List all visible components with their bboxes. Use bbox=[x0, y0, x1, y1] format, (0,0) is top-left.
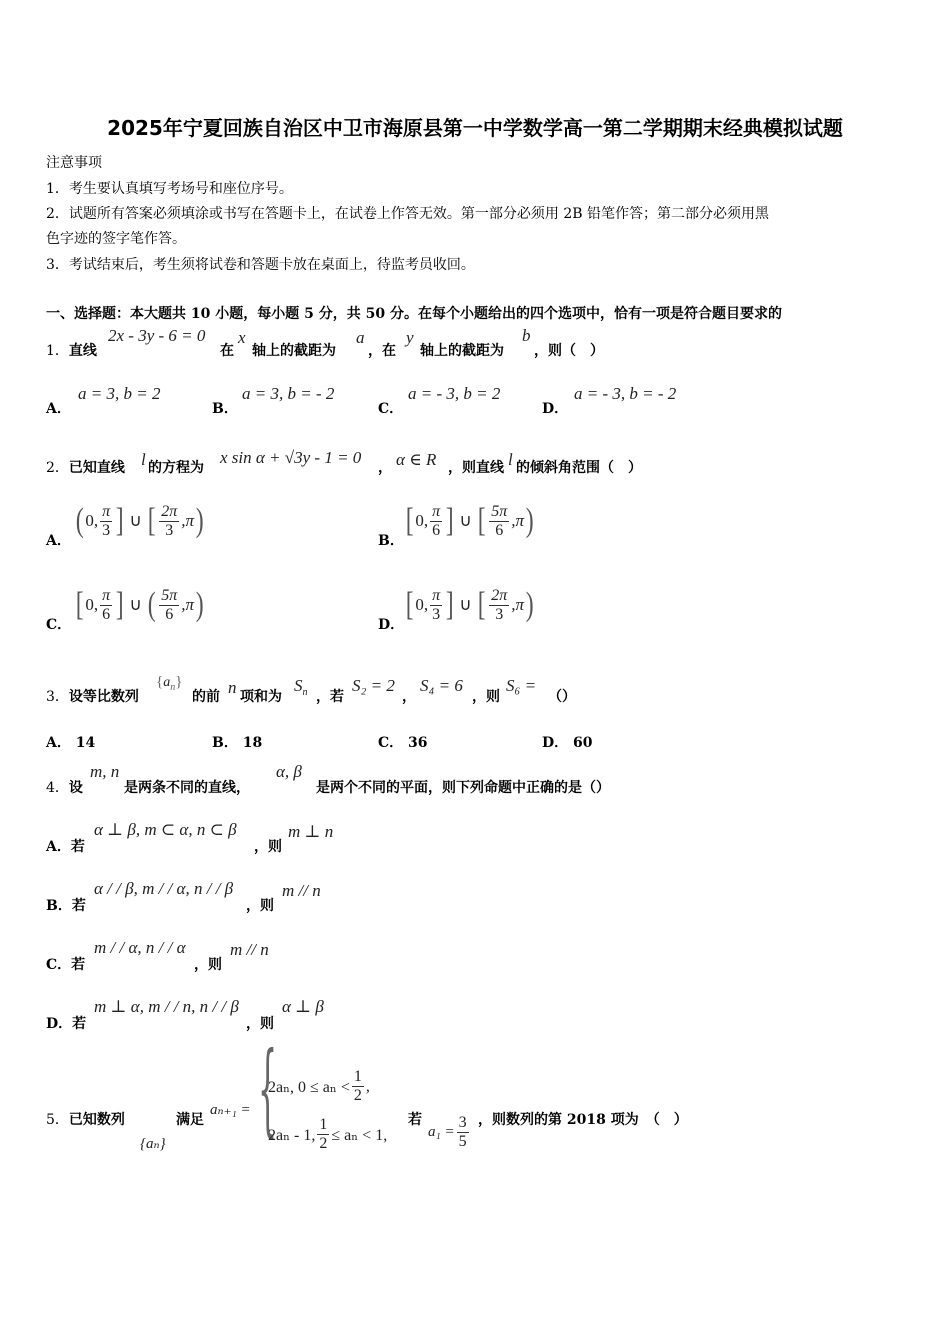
option-label: C． bbox=[46, 617, 72, 633]
option-label: C． bbox=[378, 401, 404, 417]
option-expression: a = - 3, b = - 2 bbox=[574, 384, 677, 403]
option-expression: a = - 3, b = 2 bbox=[408, 384, 501, 403]
question-number: 4． bbox=[46, 780, 69, 796]
option-label: B． bbox=[212, 401, 238, 417]
interval-expression: ( 0, $\frac{\pi}{3}$ ] ∪ [ $\frac{2\pi}{3}$ ,π ) bbox=[75, 502, 204, 539]
interval-expression: [ 0, $\frac{\pi}{6}$ ] ∪ ( $\frac{5\pi}{6}$ ,π ) bbox=[75, 586, 204, 623]
question-number: 3． bbox=[46, 689, 69, 705]
question-1: 1．直线 bbox=[46, 343, 97, 359]
interval-expression: [ 0, $\frac{\pi}{3}$ ] ∪ [ $\frac{2\pi}{3}$ ,π ) bbox=[405, 586, 534, 623]
question-2: 2．已知直线 bbox=[46, 460, 125, 476]
section-heading: 一、选择题：本大题共 10 小题，每小题 5 分，共 50 分。在每个小题给出的四个选项中，恰有一项是符合题目要求的 bbox=[46, 306, 782, 322]
option-label: A． 14 bbox=[46, 735, 96, 751]
question-number: 2． bbox=[46, 460, 69, 476]
piecewise-case: 2aₙ, 0 ≤ aₙ < $\frac{1}{2}$ , bbox=[268, 1068, 370, 1104]
option-label: D． bbox=[378, 617, 405, 633]
question-number: 1． bbox=[46, 343, 69, 359]
option-label: B． 18 bbox=[212, 735, 263, 751]
option-label: A． bbox=[46, 401, 71, 417]
option-label: C． 36 bbox=[378, 735, 428, 751]
notice-item: 色字迹的签字笔作答。 bbox=[46, 231, 186, 247]
interval-expression: [ 0, $\frac{\pi}{6}$ ] ∪ [ $\frac{5\pi}{6}$ ,π ) bbox=[405, 502, 534, 539]
notice-heading: 注意事项 bbox=[46, 155, 102, 171]
option-expression: a = 3, b = - 2 bbox=[242, 384, 335, 403]
piecewise-case: 2aₙ - 1, $\frac{1}{2}$ ≤ aₙ < 1, bbox=[268, 1116, 388, 1152]
option-label: C．若 bbox=[46, 957, 86, 973]
option-label: A．若 bbox=[46, 839, 85, 855]
notice-item: 3．考试结束后，考生须将试卷和答题卡放在桌面上，待监考员收回。 bbox=[46, 257, 475, 273]
option-label: D． bbox=[542, 401, 569, 417]
option-label: D． 60 bbox=[542, 735, 593, 751]
option-label: D．若 bbox=[46, 1016, 87, 1032]
notice-item: 2．试题所有答案必须填涂或书写在答题卡上，在试卷上作答无效。第一部分必须用 2B 铅笔作答；第二部分必须用黑 bbox=[46, 206, 769, 222]
equation: x sin α + √3y - 1 = 0 bbox=[220, 448, 362, 467]
equation: 2x - 3y - 6 = 0 bbox=[108, 326, 206, 345]
piecewise-brace: { bbox=[258, 1030, 278, 1147]
page-title: 2025年宁夏回族自治区中卫市海原县第一中学数学高一第二学期期末经典模拟试题 bbox=[107, 116, 843, 140]
notice-item: 1．考生要认真填写考场号和座位序号。 bbox=[46, 181, 293, 197]
question-5: 5．已知数列 bbox=[46, 1112, 125, 1128]
option-label: A． bbox=[46, 533, 71, 549]
option-label: B．若 bbox=[46, 898, 86, 914]
question-4: 4．设 bbox=[46, 780, 83, 796]
question-number: 5． bbox=[46, 1112, 69, 1128]
option-label: B． bbox=[378, 533, 404, 549]
option-expression: a = 3, b = 2 bbox=[78, 384, 161, 403]
question-3: 3．设等比数列 bbox=[46, 689, 139, 705]
initial-condition: a₁ = $\frac{3}{5}$ bbox=[428, 1114, 467, 1150]
